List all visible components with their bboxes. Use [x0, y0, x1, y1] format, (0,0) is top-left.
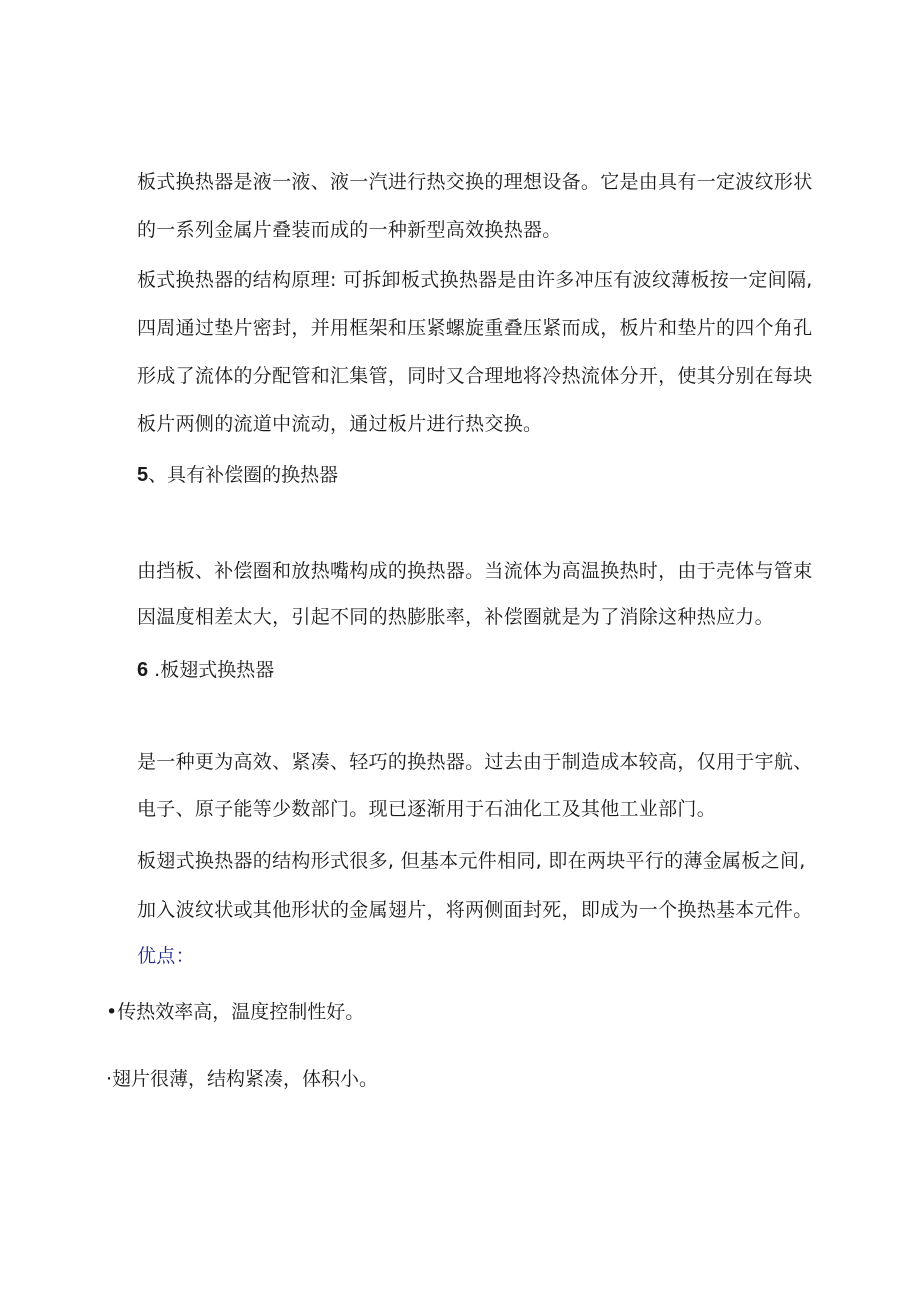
paragraph-3-line-1: 由挡板、补偿圈和放热嘴构成的换热器。当流体为高温换热时，由于壳体与管束	[137, 560, 813, 582]
section-heading-6-number: 6	[137, 659, 149, 681]
bullet-item	[106, 1000, 364, 1024]
paragraph-2-line-3: 形成了流体的分配管和汇集管，同时又合理地将冷热流体分开，使其分别在每块	[137, 365, 813, 387]
paragraph-1-line-2: 的一系列金属片叠装而成的一种新型高效换热器。	[137, 219, 562, 241]
bullet-item	[106, 1067, 378, 1091]
paragraph-2-line-4: 板片两侧的流道中流动，通过板片进行热交换。	[137, 413, 543, 435]
section-heading-6-title: .板翅式换热器	[148, 659, 275, 681]
bullet-mark: ·	[106, 1068, 113, 1090]
section-heading-5-number: 5	[137, 464, 149, 486]
section-heading-5-title: 、具有补偿圈的换热器	[148, 464, 339, 486]
paragraph-4-line-2: 电子、原子能等少数部门。现已逐渐用于石油化工及其他工业部门。	[137, 798, 717, 820]
paragraph-5-line-1: 板翅式换热器的结构形式很多, 但基本元件相同, 即在两块平行的薄金属板之间,	[137, 850, 806, 872]
section-heading-6	[137, 658, 274, 682]
paragraph-5-line-2: 加入波纹状或其他形状的金属翅片，将两侧面封死，即成为一个换热基本元件。	[137, 899, 813, 921]
bullet-text: 传热效率高，温度控制性好。	[117, 1001, 365, 1023]
bullet-mark: •	[106, 1001, 118, 1023]
paragraph-2-line-1: 板式换热器的结构原理: 可拆卸板式换热器是由许多冲压有波纹薄板按一定间隔,	[137, 269, 813, 291]
section-heading-5	[137, 463, 338, 487]
paragraph-4-line-1: 是一种更为高效、紧凑、轻巧的换热器。过去由于制造成本较高，仅用于宇航、	[137, 751, 813, 773]
bullet-text: 翅片很薄，结构紧凑，体积小。	[112, 1068, 379, 1090]
paragraph-1-line-1: 板式换热器是液一液、液一汽进行热交换的理想设备。它是由具有一定波纹形状	[137, 171, 813, 193]
advantages-label: 优点：	[137, 945, 195, 967]
paragraph-2-line-2: 四周通过垫片密封，并用框架和压紧螺旋重叠压紧而成，板片和垫片的四个角孔	[137, 317, 813, 339]
paragraph-3-line-2: 因温度相差太大，引起不同的热膨胀率，补偿圈就是为了消除这种热应力。	[137, 606, 774, 628]
